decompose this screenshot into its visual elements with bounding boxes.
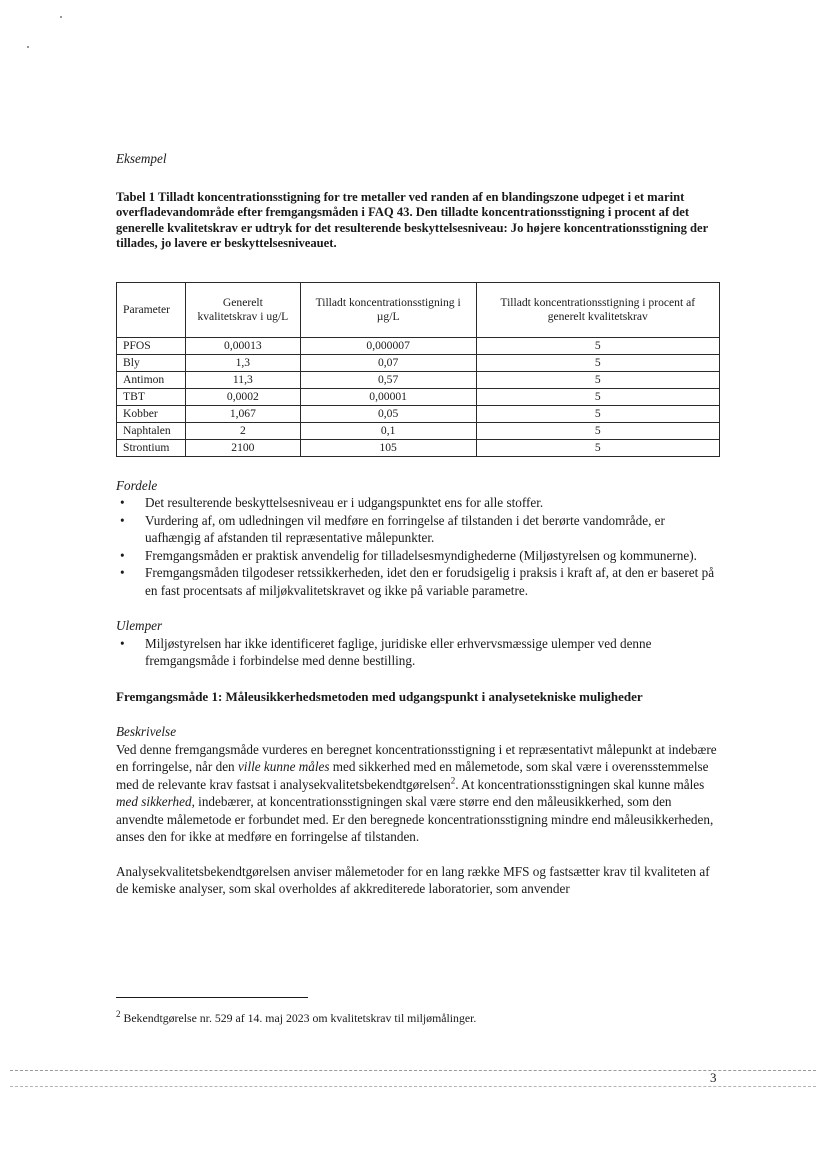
footnote [116, 1010, 720, 1028]
table-cell: 0,00013 [185, 337, 300, 354]
disadvantages-section [116, 617, 720, 670]
column-header: Generelt kvalitetskrav i ug/L [185, 282, 300, 337]
table-cell: 5 [476, 354, 719, 371]
table-cell: 0,0002 [185, 388, 300, 405]
table-cell: 0,05 [300, 405, 476, 422]
table-cell: 5 [476, 439, 719, 456]
footnote-text: Bekendtgørelse nr. 529 af 14. maj 2023 om kvalitetskrav til miljømålinger. [120, 1011, 477, 1025]
list-item-text: Det resulterende beskyttelsesniveau er i udgangspunktet ens for alle stoffer. [145, 495, 544, 510]
table-cell: TBT [117, 388, 186, 405]
list-item [116, 635, 720, 670]
list-item [116, 512, 720, 547]
column-header: Tilladt koncentrationsstigning i µg/L [300, 282, 476, 337]
text-run: Ved denne fremgangsmåde vurderes en beregnet koncentrationsstigning i et repræsentativt målepunkt at indebære en forringelse, når den [116, 741, 717, 774]
table-cell: 2100 [185, 439, 300, 456]
document-body [116, 150, 720, 898]
list-item [116, 564, 720, 599]
emphasis-text: med sikkerhed [116, 794, 192, 809]
text-run: . At koncentrationsstigningen skal kunne måles [455, 776, 705, 792]
table-row [117, 388, 720, 405]
table-cell: 11,3 [185, 371, 300, 388]
disadvantages-label: Ulemper [116, 618, 163, 633]
table-cell: 5 [476, 422, 719, 439]
table-cell: 0,57 [300, 371, 476, 388]
table-cell: 0,00001 [300, 388, 476, 405]
example-label: Eksempel [116, 151, 167, 166]
page-number: 3 [710, 1070, 717, 1085]
table-row [117, 439, 720, 456]
list-item-text: Miljøstyrelsen har ikke identificeret faglige, juridiske eller erhvervsmæssige ulemper ved denne fremgangsmåde i forbindelse med denne bestilling. [145, 635, 652, 668]
bullet-icon: • [120, 635, 125, 651]
parameter-table [116, 282, 720, 457]
emphasis-text: ville kunne måles [237, 759, 330, 774]
description-paragraph-1 [116, 741, 720, 846]
list-item-text: Fremgangsmåden tilgodeser retssikkerheden, idet den er forudsigelig i praksis i kraft af, at den er baseret på en fast procentsats af miljøkvalitetskravet og ikke på variable parametre. [145, 565, 715, 598]
table-cell: Kobber [117, 405, 186, 422]
table-row [117, 354, 720, 371]
table-row [117, 337, 720, 354]
scan-speck [27, 46, 29, 48]
table-cell: 2 [185, 422, 300, 439]
table-cell: 5 [476, 371, 719, 388]
table-cell: Bly [117, 354, 186, 371]
table-cell: 5 [476, 405, 719, 422]
advantages-section [116, 477, 720, 600]
table-cell: Antimon [117, 371, 186, 388]
bullet-icon: • [120, 547, 125, 563]
disadvantages-list [116, 635, 720, 670]
column-header: Tilladt koncentrationsstigning i procent af generelt kvalitetskrav [476, 282, 719, 337]
table-cell: Strontium [117, 439, 186, 456]
bullet-icon: • [120, 512, 125, 528]
method-heading: Fremgangsmåde 1: Måleusikkerhedsmetoden med udgangspunkt i analysetekniske muligheder [116, 688, 643, 704]
description-label: Beskrivelse [116, 724, 177, 739]
table-row [117, 422, 720, 439]
page-footer-rule [10, 1086, 816, 1087]
advantages-label: Fordele [116, 477, 158, 493]
table-cell: PFOS [117, 337, 186, 354]
footnote-mark: 2 [116, 1009, 121, 1020]
column-header: Parameter [117, 282, 186, 337]
table-cell: 5 [476, 337, 719, 354]
table-cell: 0,1 [300, 422, 476, 439]
footnote-reference[interactable]: 2 [450, 775, 456, 786]
table-cell: 0,07 [300, 354, 476, 371]
scan-speck [60, 16, 62, 18]
description-paragraph-2: Analysekvalitetsbekendtgørelsen anviser målemetoder for en lang række MFS og fastsætter krav til kvaliteten af de kemiske analyser, som skal overholdes af akkrediterede laboratorier, som anvender [116, 863, 710, 896]
list-item-text: Vurdering af, om udledningen vil medføre en forringelse af tilstanden i det berørte vandområde, er uafhængig af afstanden til repræsentative målepunkter. [145, 512, 665, 545]
table-row [117, 371, 720, 388]
table-cell: 1,3 [185, 354, 300, 371]
table-cell: 1,067 [185, 405, 300, 422]
advantages-list [116, 494, 720, 599]
bullet-icon: • [120, 565, 125, 580]
table-cell: 0,000007 [300, 337, 476, 354]
table-cell: Naphtalen [117, 422, 186, 439]
page-footer-rule [10, 1070, 816, 1071]
table-header-row [117, 282, 720, 337]
table-caption: Tabel 1 Tilladt koncentrationsstigning for tre metaller ved randen af en blandingszone udpeget i et marint overfladevandområde efter fremgangsmåden i FAQ 43. Den tilladte koncentrationsstigning i procent af det generelle kvalitetskrav er udtryk for det resulterende beskyttelsesniveau: Jo højere koncentrationsstigning der tillades, jo lavere er beskyttelsesniveauet. [116, 189, 708, 250]
text-run: , indebærer, at koncentrationsstigningen skal være større end den måleusikkerhed, som den anvendte målemetode er forbundet med. Er den beregnede koncentrationsstigning mindre end måleusikkerheden, anses den for ikke at medføre en forringelse af tilstanden. [116, 794, 714, 844]
text-run: med sikkerhed med en målemetode, som skal være i overensstemmelse med de relevante krav fastsat i analysekvalitetsbekendtgørelsen [116, 759, 709, 792]
table-row [117, 405, 720, 422]
list-item [116, 494, 720, 512]
list-item-text: Fremgangsmåden er praktisk anvendelig for tilladelsesmyndighederne (Miljøstyrelsen og kommunerne). [145, 547, 697, 563]
footnote-divider [116, 997, 308, 998]
bullet-icon: • [120, 495, 125, 510]
description-section [116, 723, 720, 898]
table-cell: 105 [300, 439, 476, 456]
table-cell: 5 [476, 388, 719, 405]
list-item [116, 547, 720, 565]
